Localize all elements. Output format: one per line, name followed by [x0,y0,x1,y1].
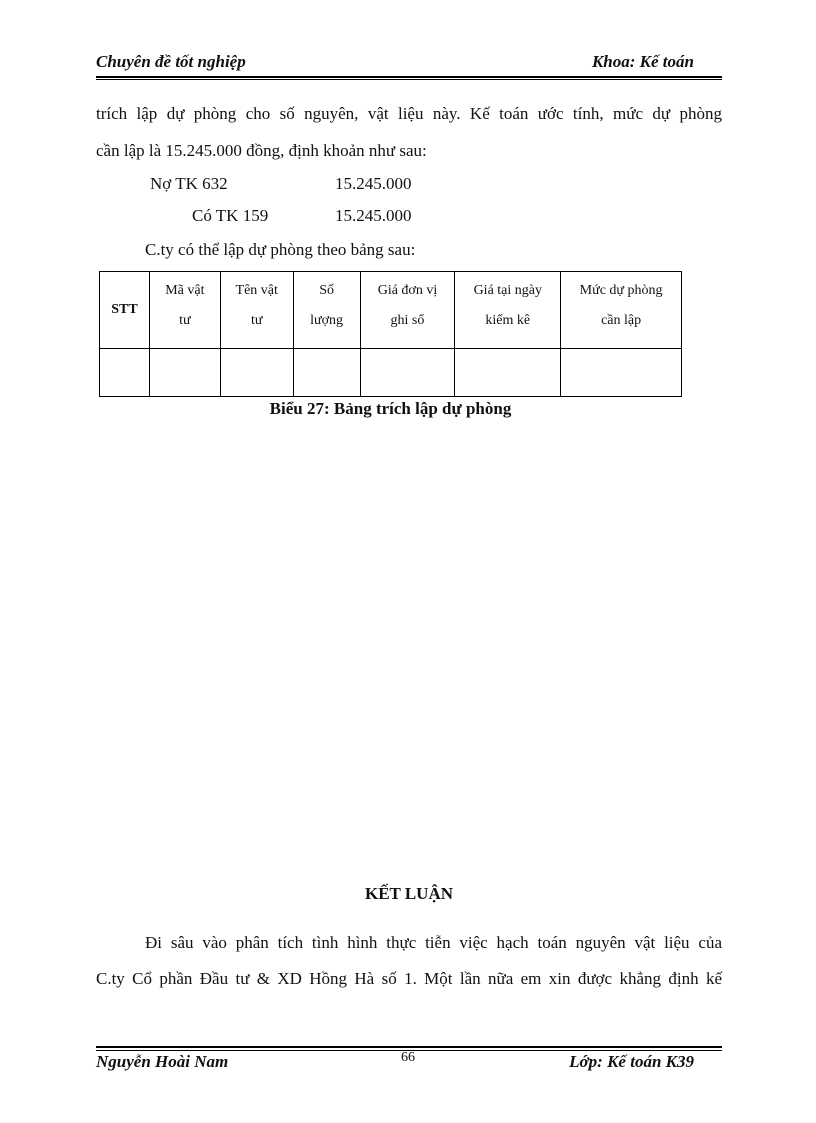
table-cell [220,349,293,397]
table-header-cell: Mức dự phòng cần lập [561,272,682,349]
table-row [100,349,682,397]
page-number: 66 [401,1050,415,1065]
table-header-cell: Số lượng [293,272,360,349]
paragraph-line: cần lập là 15.245.000 đồng, định khoản như sau: [96,141,427,160]
table-header-cell: STT [100,272,150,349]
table-cell [455,349,561,397]
table-header-row [100,272,682,349]
table-header-cell: Giá đơn vị ghi sổ [360,272,455,349]
paragraph-line: trích lập dự phòng cho số nguyên, vật liệu này. Kế toán ước tính, mức dự phòng [96,104,722,123]
page-header [96,52,722,78]
debit-entry-label: Nợ TK 632 [150,174,228,193]
table-caption: Biểu 27: Bảng trích lập dự phòng [269,399,512,418]
footer-divider [96,1046,722,1048]
table-header-cell: Tên vật tư [220,272,293,349]
credit-entry-amount: 15.245.000 [335,206,412,225]
table-cell [100,349,150,397]
header-right-text: Khoa: Kế toán [591,52,694,71]
table-intro-text: C.ty có thể lập dự phòng theo bảng sau: [145,240,416,259]
table-cell [149,349,220,397]
table-header-cell: Giá tại ngày kiểm kê [455,272,561,349]
credit-entry-label: Có TK 159 [192,206,269,225]
header-left-text: Chuyên đề tốt nghiệp [96,52,246,71]
footer-class: Lớp: Kế toán K39 [569,1052,694,1071]
section-title: KẾT LUẬN [364,884,453,903]
table-cell [360,349,455,397]
provision-table [99,271,682,397]
debit-entry-amount: 15.245.000 [335,174,412,193]
table-header-cell: Mã vật tư [149,272,220,349]
paragraph-line: Đi sâu vào phân tích tình hình thực tiễn việc hạch toán nguyên vật liệu của [145,933,722,952]
table-cell [293,349,360,397]
footer-author: Nguyễn Hoài Nam [96,1052,229,1071]
paragraph-line: C.ty Cổ phần Đầu tư & XD Hồng Hà số 1. Một lần nữa em xin được khẳng định kế [96,969,722,988]
table-cell [561,349,682,397]
header-divider [96,79,722,80]
